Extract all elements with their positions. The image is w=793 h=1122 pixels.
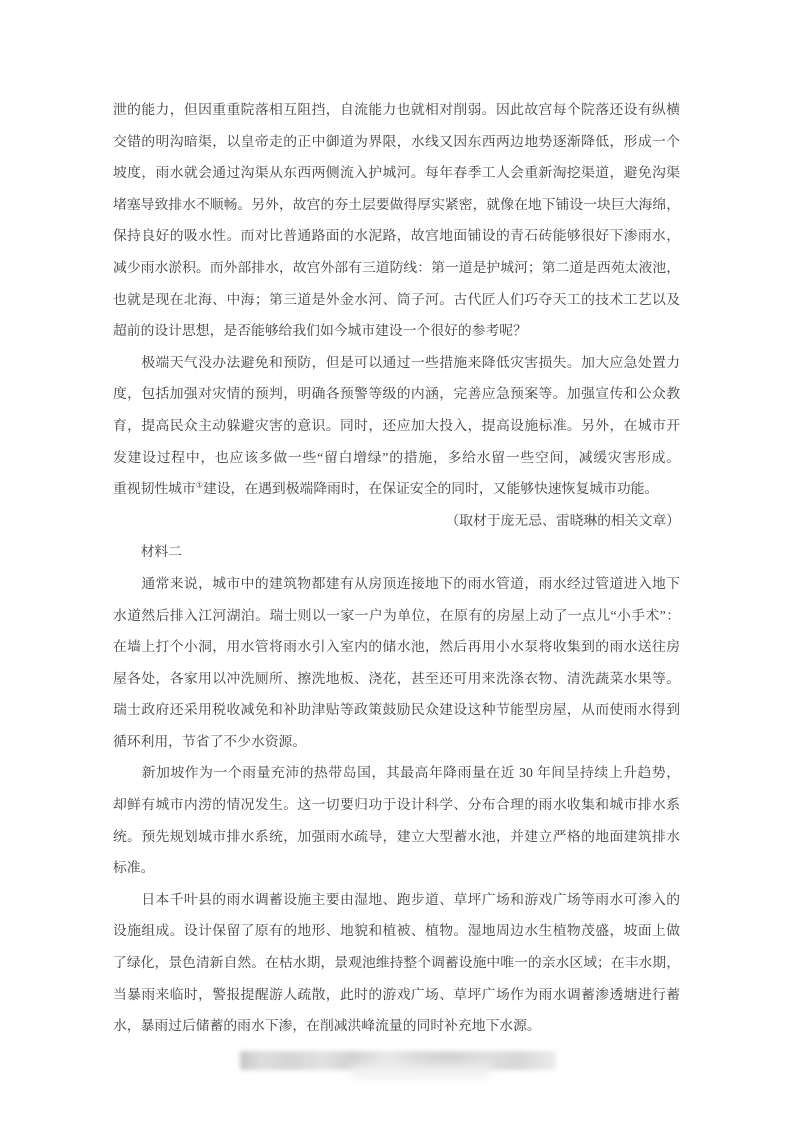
text-block — [113, 94, 680, 1042]
material-two-japan-line-2: 设施组成。设计保留了原有的地形、地貌和植被、植物。湿地周边水生植物茂盛，坡面上做 — [113, 923, 680, 939]
material-one-palace-drainage-line-3: 坡度，雨水就会通过沟渠从东西两侧流入护城河。每年春季工人会重新淘挖渠道，避免沟渠 — [113, 165, 680, 181]
material-two-switzerland-line-1: 通常来说，城市中的建筑物都建有从房顶连接地下的雨水管道，雨水经过管道进入地下 — [113, 575, 680, 591]
material-two-singapore-line-2: 却鲜有城市内涝的情况发生。这一切要归功于设计科学、分布合理的雨水收集和城市排水系 — [113, 797, 680, 813]
material-two-switzerland-line-4: 屋各处，各家用以冲洗厕所、擦洗地板、浇花，甚至还可用来洗涤衣物、清洗蔬菜水果等。 — [113, 670, 680, 686]
material-two-japan-line-4: 当暴雨来临时，警报提醒游人疏散，此时的游戏广场、草坪广场作为雨水调蓄渗透塘进行蓄 — [113, 986, 680, 1002]
material-one-palace-drainage-line-8: 超前的设计思想，是否能够给我们如今城市建设一个很好的参考呢？ — [113, 323, 527, 339]
material-one-palace-drainage-line-5: 保持良好的吸水性。而对比普通路面的水泥路，故宫地面铺设的青石砖能够很好下渗雨水， — [113, 228, 680, 244]
material-two-singapore-line-3: 统。预先规划城市排水系统，加强雨水疏导，建立大型蓄水池，并建立严格的地面建筑排水 — [113, 828, 680, 844]
material-one-palace-drainage-line-7: 也就是现在北海、中海；第三道是外金水河、筒子河。古代匠人们巧夺天工的技术工艺以及 — [113, 291, 680, 307]
material-two-japan-line-3: 了绿化，景色清新自然。在枯水期，景观池维持整个调蓄设施中唯一的亲水区域；在丰水期， — [113, 955, 680, 971]
material-two-singapore-line-1: 新加坡作为一个雨量充沛的热带岛国，其最高年降雨量在近 30 年间呈持续上升趋势， — [113, 765, 680, 781]
material-two-switzerland-line-3: 在墙上打个小洞，用水管将雨水引入室内的储水池，然后再用小水泵将收集到的雨水送往房 — [113, 639, 680, 655]
material-two-singapore-line-4: 标准。 — [113, 860, 155, 876]
material-two-switzerland-line-2: 水道然后排入江河湖泊。瑞士则以一家一户为单位，在原有的房屋上动了一点儿“小手术”： — [113, 607, 680, 623]
footnote-marker: ① — [195, 480, 203, 490]
material-one-attribution-line-1: （取材于庞无忌、雷晓琳的相关文章） — [445, 512, 680, 528]
material-one-palace-drainage-line-4: 堵塞导致排水不顺畅。另外，故宫的夯土层要做得厚实紧密，就像在地下铺设一块巨大海绵， — [113, 196, 680, 212]
blurred-watermark — [240, 1051, 556, 1070]
material-two-japan-line-5: 水，暴雨过后储蓄的雨水下渗，在削减洪峰流量的同时补充地下水源。 — [113, 1018, 541, 1034]
material-one-disaster-measures-line-3: 育，提高民众主动躲避灾害的意识。同时，还应加大投入，提高设施标准。另外，在城市开 — [113, 417, 680, 433]
material-one-disaster-measures-line-5: 重视韧性城市①建设，在遇到极端降雨时，在保证安全的同时，又能够快速恢复城市功能。 — [113, 480, 659, 497]
material-two-heading-line-1: 材料二 — [113, 544, 182, 560]
material-two-switzerland-line-6: 循环利用，节省了不少水资源。 — [113, 733, 307, 749]
material-two-switzerland-line-5: 瑞士政府还采用税收减免和补助津贴等政策鼓励民众建设这种节能型房屋，从而使雨水得到 — [113, 702, 680, 718]
material-one-disaster-measures-line-4: 发建设过程中，也应该多做一些“留白增绿”的措施，多给水留一些空间，减缓灾害形成。 — [113, 449, 680, 465]
material-one-palace-drainage-line-1: 泄的能力，但因重重院落相互阻挡，自流能力也就相对削弱。因此故宫每个院落还设有纵横 — [113, 102, 680, 117]
material-one-palace-drainage-line-2: 交错的明沟暗渠，以皇帝走的正中御道为界限，水线又因东西两边地势逐渐降低，形成一个 — [113, 133, 680, 149]
material-one-disaster-measures-line-1: 极端天气没办法避免和预防，但是可以通过一些措施来降低灾害损失。加大应急处置力 — [113, 354, 680, 370]
material-two-japan-line-1: 日本千叶县的雨水调蓄设施主要由湿地、跑步道、草坪广场和游戏广场等雨水可渗入的 — [113, 891, 680, 907]
material-one-disaster-measures-line-2: 度，包括加强对灾情的预判，明确各预警等级的内涵，完善应急预案等。加强宣传和公众教 — [113, 386, 680, 402]
material-one-palace-drainage-line-6: 减少雨水淤积。而外部排水，故宫外部有三道防线：第一道是护城河；第二道是西苑太液池， — [113, 259, 680, 275]
